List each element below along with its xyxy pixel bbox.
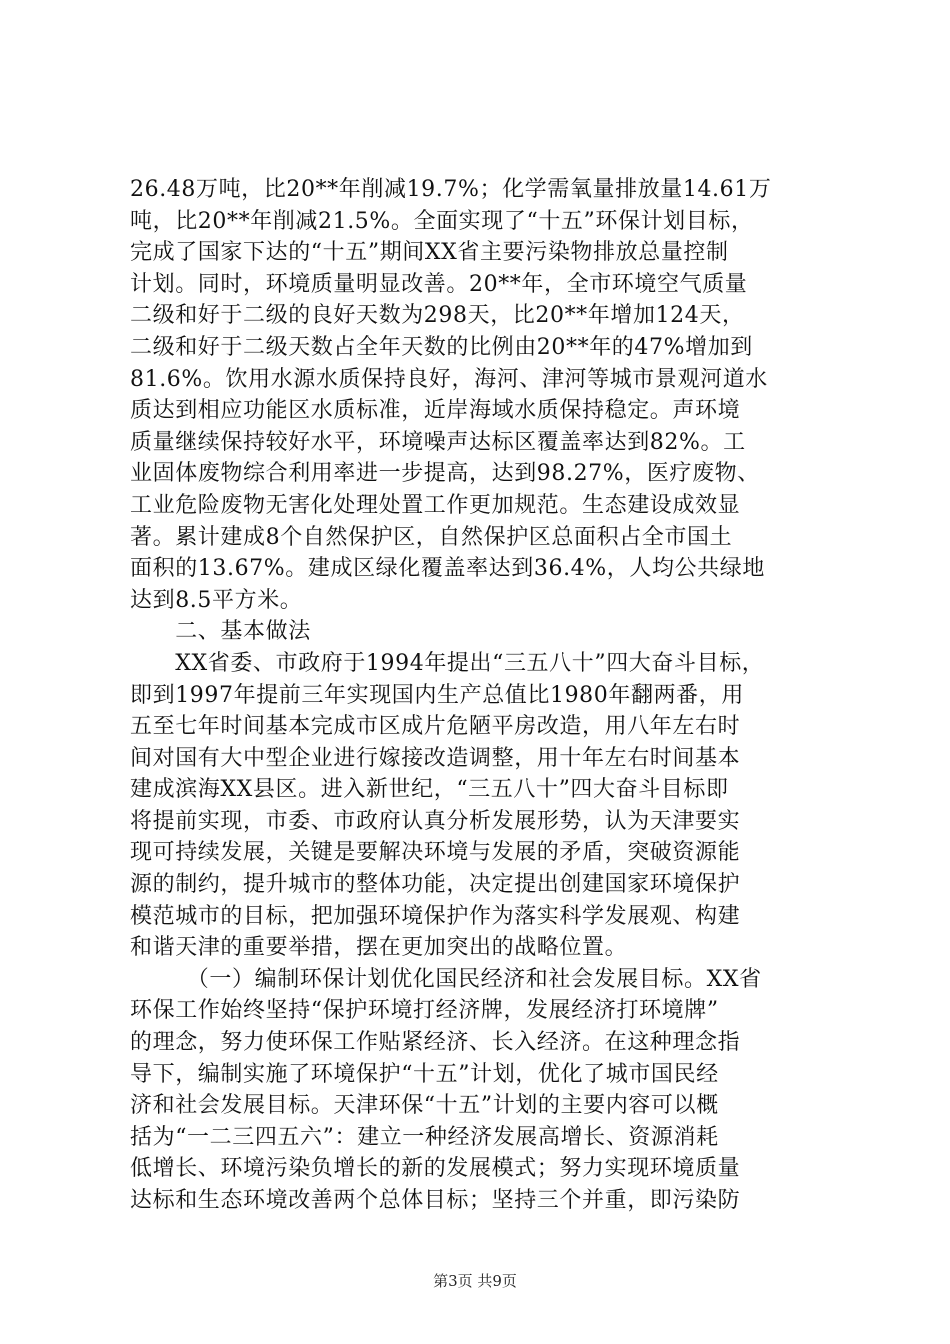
text-line: 源的制约，提升城市的整体功能，决定提出创建国家环境保护 <box>130 872 741 898</box>
section-heading: 二、基本做法 <box>130 619 311 645</box>
text-line: 质量继续保持较好水平，环境噪声达标区覆盖率达到82%。工 <box>130 429 746 455</box>
text-line: 和谐天津的重要举措，摆在更加突出的战略位置。 <box>130 935 628 961</box>
text-line: 模范城市的目标，把加强环境保护作为落实科学发展观、构建 <box>130 903 741 929</box>
text-line: 工业危险废物无害化处理处置工作更加规范。生态建设成效显 <box>130 492 741 518</box>
text-line: 业固体废物综合利用率进一步提高，达到98.27%，医疗废物、 <box>130 461 760 487</box>
text-line: 环保工作始终坚持“保护环境打经济牌，发展经济打环境牌” <box>130 998 719 1024</box>
text-line: 二级和好于二级的良好天数为298天，比20**年增加124天， <box>130 303 745 329</box>
text-line: 达到8.5平方米。 <box>130 587 303 613</box>
text-line: 括为“一二三四五六”：建立一种经济发展高增长、资源消耗 <box>130 1124 719 1150</box>
text-line: 质达到相应功能区水质标准，近岸海域水质保持稳定。声环境 <box>130 398 741 424</box>
text-line: 二级和好于二级天数占全年天数的比例由20**年的47%增加到 <box>130 334 753 360</box>
text-line: 间对国有大中型企业进行嫁接改造调整，用十年左右时间基本 <box>130 745 741 771</box>
text-line: 即到1997年提前三年实现国内生产总值比1980年翻两番，用 <box>130 682 744 708</box>
text-line: 导下，编制实施了环境保护“十五”计划，优化了城市国民经 <box>130 1061 719 1087</box>
text-line: XX省委、市政府于1994年提出“三五八十”四大奋斗目标， <box>130 650 765 676</box>
text-line: 面积的13.67%。建成区绿化覆盖率达到36.4%，人均公共绿地 <box>130 556 765 582</box>
text-line: 建成滨海XX县区。进入新世纪，“三五八十”四大奋斗目标即 <box>130 777 729 803</box>
text-line: 现可持续发展，关键是要解决环境与发展的矛盾，突破资源能 <box>130 840 741 866</box>
document-body <box>130 174 830 1217</box>
text-line: 吨，比20**年削减21.5%。全面实现了“十五”环保计划目标， <box>130 208 754 234</box>
text-line: 26.48万吨，比20**年削减19.7%；化学需氧量排放量14.61万 <box>130 177 772 202</box>
page-footer <box>0 1270 950 1291</box>
text-line: 的理念，努力使环保工作贴紧经济、长入经济。在这种理念指 <box>130 1030 741 1056</box>
text-line: 济和社会发展目标。天津环保“十五”计划的主要内容可以概 <box>130 1093 719 1119</box>
text-line: 五至七年时间基本完成市区成片危陋平房改造，用八年左右时 <box>130 714 741 740</box>
text-line: 完成了国家下达的“十五”期间XX省主要污染物排放总量控制 <box>130 240 729 266</box>
subsection-heading-line: （一）编制环保计划优化国民经济和社会发展目标。XX省 <box>130 966 762 992</box>
text-line: 81.6%。饮用水源水质保持良好，海河、津河等城市景观河道水 <box>130 366 768 392</box>
text-line: 低增长、环境污染负增长的新的发展模式；努力实现环境质量 <box>130 1156 741 1182</box>
text-line: 达标和生态环境改善两个总体目标；坚持三个并重，即污染防 <box>130 1188 741 1213</box>
text-line: 将提前实现，市委、市政府认真分析发展形势，认为天津要实 <box>130 808 741 834</box>
page-number-label: 第3页 共9页 <box>433 1272 517 1290</box>
text-line: 著。累计建成8个自然保护区，自然保护区总面积占全市国土 <box>130 524 733 550</box>
text-line: 计划。同时，环境质量明显改善。20**年，全市环境空气质量 <box>130 271 748 297</box>
